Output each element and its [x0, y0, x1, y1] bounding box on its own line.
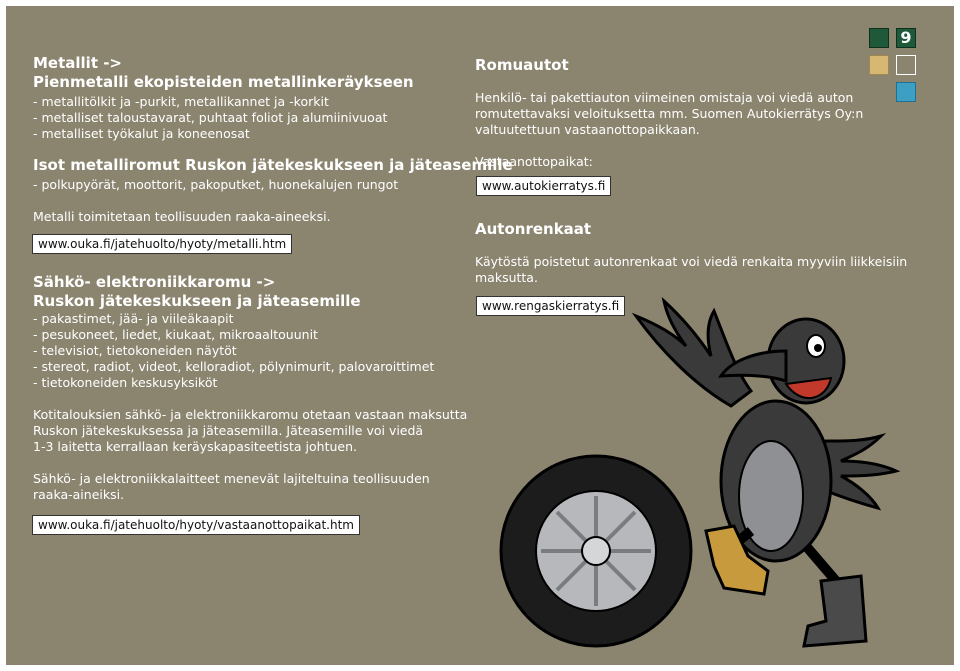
crow-wing-left [636, 301, 751, 406]
isot-list [33, 177, 398, 193]
autonrenkaat-heading: Autonrenkaat [475, 220, 592, 238]
color-square-blue [896, 82, 916, 102]
list-item: - televisiot, tietokoneiden näytöt [33, 343, 237, 358]
color-square-tan [869, 55, 889, 75]
isot-heading: Isot metalliromut Ruskon jätekeskukseen ja jäteasemille [33, 156, 513, 174]
sahko-heading-line2: Ruskon jätekeskukseen ja jäteasemille [33, 292, 361, 310]
autokierratys-url-link[interactable]: www.autokierratys.fi [476, 176, 611, 196]
rubber-boot-icon [804, 576, 866, 646]
laitteet-paragraph [33, 471, 430, 503]
paragraph-line: 1-3 laitetta kerrallaan keräyskapasiteetista johtuen. [33, 439, 357, 454]
metalli-note: Metalli toimitetaan teollisuuden raaka-aineeksi. [33, 209, 331, 224]
paragraph-line: Kotitalouksien sähkö- ja elektroniikkaromu otetaan vastaan maksutta [33, 407, 468, 422]
sahko-heading-line1: Sähkö- elektroniikkaromu -> [33, 273, 276, 291]
paragraph-line: Sähkö- ja elektroniikkalaitteet menevät lajiteltuina teollisuuden [33, 471, 430, 486]
metallit-heading [33, 54, 414, 92]
tire-icon [501, 456, 691, 646]
crow-leg-standing [806, 546, 836, 581]
autonrenkaat-text [475, 254, 907, 286]
paragraph-line: Henkilö- tai pakettiauton viimeinen omistaja voi viedä auton [475, 90, 854, 105]
romuautot-heading: Romuautot [475, 56, 569, 74]
paragraph-line: Ruskon jätekeskuksessa ja jäteasemilla. Jäteasemille voi viedä [33, 423, 424, 438]
paragraph-line: valtuutettuun vastaanottopaikkaan. [475, 122, 700, 137]
metallit-heading-line1: Metallit -> [33, 54, 123, 72]
romuautot-text [475, 90, 863, 138]
color-square-dark-green [869, 28, 889, 48]
list-item: - tietokoneiden keskusyksiköt [33, 375, 218, 390]
page-panel [6, 6, 954, 665]
kotitalous-paragraph [33, 407, 467, 455]
list-item: - stereot, radiot, videot, kelloradiot, pölynimurit, palovaroittimet [33, 359, 435, 374]
rengaskierratys-url-link[interactable]: www.rengaskierratys.fi [476, 296, 625, 316]
list-item: - metallitölkit ja -purkit, metallikannet ja -korkit [33, 94, 329, 109]
vastaanottopaikat-label: Vastaanottopaikat: [475, 154, 593, 169]
crow-kicking-tire-illustration [486, 296, 946, 661]
page-number: 9 [896, 28, 916, 48]
sahko-heading [33, 273, 361, 311]
paragraph-line: Käytöstä poistetut autonrenkaat voi viedä renkaita myyviin liikkeisiin [475, 254, 908, 269]
metallit-list [33, 94, 387, 142]
list-item: - metalliset työkalut ja koneenosat [33, 126, 250, 141]
vastaanottopaikat-url-link[interactable]: www.ouka.fi/jatehuolto/hyoty/vastaanottopaikat.htm [32, 515, 360, 535]
list-item: - metalliset taloustavarat, puhtaat foliot ja alumiinivuoat [33, 110, 388, 125]
list-item: - polkupyörät, moottorit, pakoputket, huonekalujen rungot [33, 177, 399, 192]
metallit-heading-line2: Pienmetalli ekopisteiden metallinkeräykseen [33, 73, 414, 91]
sahko-list [33, 311, 434, 391]
list-item: - pesukoneet, liedet, kiukaat, mikroaaltouunit [33, 327, 318, 342]
paragraph-line: raaka-aineiksi. [33, 487, 125, 502]
list-item: - pakastimet, jää- ja viileäkaapit [33, 311, 234, 326]
paragraph-line: romutettavaksi veloituksetta mm. Suomen Autokierrätys Oy:n [475, 106, 864, 121]
metalli-url-link[interactable]: www.ouka.fi/jatehuolto/hyoty/metalli.htm [32, 234, 292, 254]
color-square-outline [896, 55, 916, 75]
paragraph-line: maksutta. [475, 270, 538, 285]
